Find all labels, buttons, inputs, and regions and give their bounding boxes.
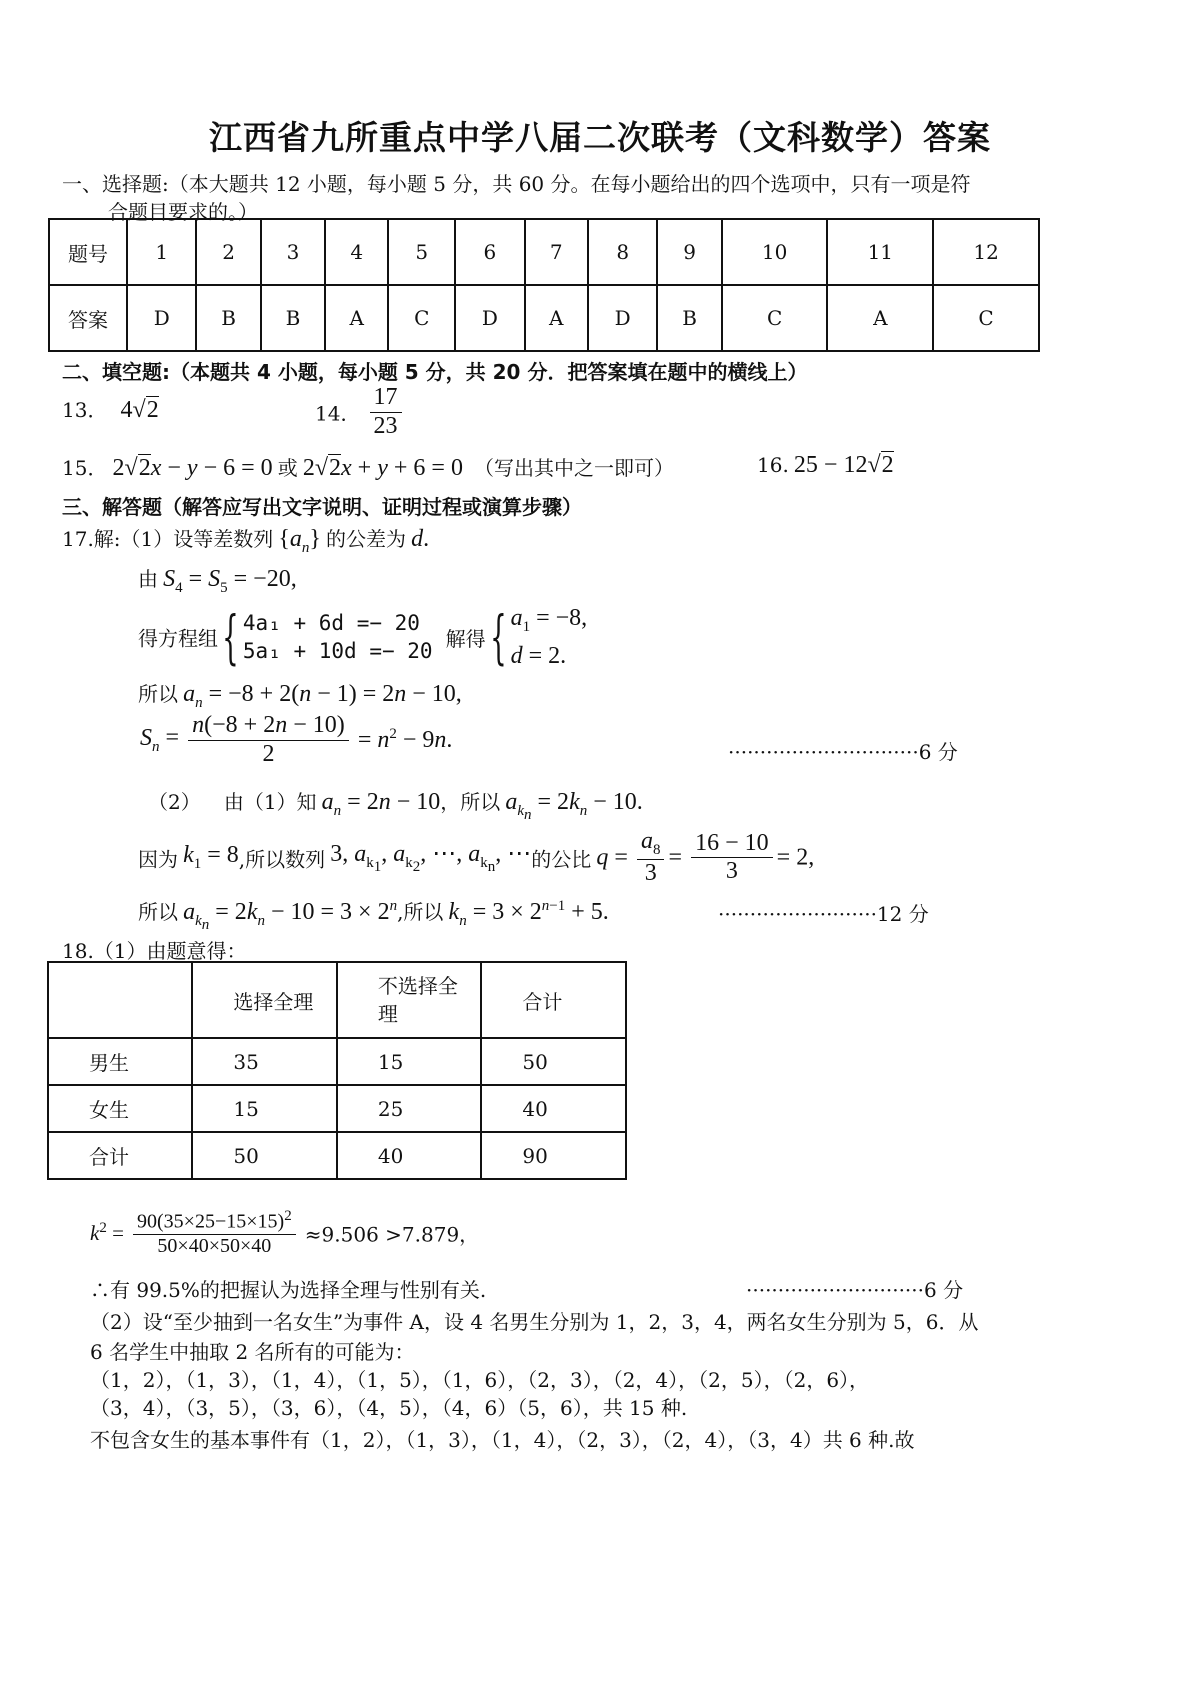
table-row: [48, 1132, 626, 1179]
k2-denominator: 50×40×50×40: [157, 1234, 272, 1257]
table-cell: 40: [481, 1085, 626, 1132]
table-cell: 11: [827, 219, 933, 285]
q17-score-2: ·························12 分: [718, 902, 929, 926]
q17-intro-text: 17.解:（1）设等差数列: [62, 527, 274, 551]
q15-answer: 15． 2√2x − y − 6 = 0 或 2√2x + y + 6 = 0 （写出其中之一即可）: [62, 455, 675, 481]
q17-ratio: 因为 $k_1 = 8$,所以数列 3, $a_{k_1}$, $a_{k_2}$, ⋯, $a_{k_n}$, ⋯的公比 q = $\frac{a_8}{3}$ = $\frac{16 - 10}{3}$ = 2,: [138, 828, 815, 887]
section3-heading: 三、解答题（解答应写出文字说明、证明过程或演算步骤）: [62, 495, 582, 519]
table-cell: 12: [933, 219, 1039, 285]
table-cell: A: [325, 285, 388, 351]
q13-coef: 4: [120, 397, 133, 423]
q16-answer: 16. 25 − 12√2: [757, 452, 894, 478]
section1-line1: 一、选择题:（本大题共 12 小题，每小题 5 分，共 60 分。在每小题给出的四个选项中，只有一项是符: [62, 172, 971, 196]
q18-part2-line4: （3，4），（3，5），（3，6），（4，5），（4，6）（5，6），共 15 种.: [90, 1396, 688, 1420]
q17-solve-label: 解得: [445, 626, 486, 651]
q17-final-so: 所以: [138, 900, 178, 924]
table-cell: 10: [722, 219, 828, 285]
q15-note: （写出其中之一即可）: [474, 456, 675, 480]
table-cell: 35: [192, 1038, 337, 1085]
q13-label: 13．: [62, 398, 108, 422]
q17-eq2: 5a₁ + 10d =− 20: [242, 639, 433, 664]
table-row: [48, 1085, 626, 1132]
q17-seq-text: ,所以数列: [238, 847, 326, 872]
table-cell: B: [261, 285, 325, 351]
q14-answer: [315, 384, 406, 440]
table-header-cell: 选择全理: [192, 962, 337, 1038]
q18-part2-line5: 不包含女生的基本事件有（1，2），（1，3），（1，4），（2，3），（2，4），（3，4）共 6 种.故: [90, 1428, 915, 1452]
q17-eq1: 4a₁ + 6d =− 20: [242, 610, 420, 635]
table-cell: 50: [192, 1132, 337, 1179]
section2-heading: 二、填空题:（本题共 4 小题，每小题 5 分，共 20 分．把答案填在题中的横线上）: [62, 360, 808, 384]
table-cell: 25: [337, 1085, 482, 1132]
table-cell: A: [525, 285, 588, 351]
q17-final-so2: ,所以: [397, 900, 444, 924]
page-title: 江西省九所重点中学八届二次联考（文科数学）答案: [209, 118, 991, 157]
q17-from-label: 由: [138, 567, 158, 591]
q14-fraction: [370, 384, 402, 440]
q16-value-b: 12: [843, 452, 868, 478]
table-cell: 合计: [48, 1132, 192, 1179]
q15-label: 15．: [62, 456, 108, 480]
q17-ratio-text: 的公比: [531, 847, 592, 872]
table-header-cell: 合计: [481, 962, 626, 1038]
table-cell: C: [933, 285, 1039, 351]
table-cell: 9: [657, 219, 721, 285]
q18-part2-line3: （1，2），（1，3），（1，4），（1，5），（1，6），（2，3），（2，4），（2，5），（2，6），: [90, 1368, 870, 1392]
k2-formula: $k^2$ = $\frac{90(35\times 25-15\times 15)^2}{50\times 40\times 50\times 40}$ ≈9.506 >7.879，: [90, 1208, 480, 1257]
table-cell: 15: [192, 1085, 337, 1132]
table-row: [49, 219, 1039, 285]
q18-part2-line1: （2）设“至少抽到一名女生”为事件 A，设 4 名男生分别为 1，2，3，4，两名女生分别为 5，6．从: [90, 1310, 979, 1334]
q17-intro-tail: 的公差为: [326, 527, 407, 551]
q17-part2-label: （2）: [148, 790, 201, 814]
table-cell: 男生: [48, 1038, 192, 1085]
q17-score-1: ······························6 分: [728, 740, 958, 764]
q18-intro: 18.（1）由题意得：: [62, 939, 247, 963]
table-header-cell: 题号: [49, 219, 127, 285]
table-header-cell: 不选择全 理: [337, 962, 482, 1038]
table-cell: B: [196, 285, 260, 351]
table-cell: 50: [481, 1038, 626, 1085]
table-cell: 15: [337, 1038, 482, 1085]
q16-label: 16.: [757, 453, 789, 477]
table-cell: 6: [455, 219, 524, 285]
q17-because: 因为: [138, 847, 178, 872]
q17-system-label: 得方程组: [138, 626, 218, 651]
q17-intro: 17.解:（1）设等差数列 $\{a_n\}$ 的公差为 d.: [62, 526, 430, 556]
table-cell: 40: [337, 1132, 482, 1179]
section1-line2: 合题目要求的。）: [108, 200, 258, 224]
q14-label: 14．: [315, 401, 361, 426]
q17-system: 得方程组{ 4a₁ + 6d =− 20 5a₁ + 10d =− 20 解得{ $a_1 = -8$, d = 2.: [138, 603, 588, 672]
q13-answer: 13． 4√2: [62, 397, 159, 423]
k2-result: ≈9.506 >7.879，: [304, 1222, 480, 1247]
table-row: [48, 962, 626, 1038]
table-cell: 8: [588, 219, 657, 285]
table-cell: D: [455, 285, 524, 351]
table-cell: C: [722, 285, 828, 351]
q18-score: ····························6 分: [746, 1278, 964, 1302]
q17-part2-so: ，所以: [440, 790, 501, 814]
answer-table: [48, 218, 1040, 352]
q17-part2: （2） 由（1）知 $a_n = 2n - 10$，所以 $a_{k_n} = 2k_n - 10$.: [148, 789, 643, 823]
table-cell: C: [388, 285, 455, 351]
table-cell: 3: [261, 219, 325, 285]
q17-an: 所以 $a_n = -8 + 2(n - 1) = 2n - 10$,: [138, 681, 462, 711]
table-cell: 女生: [48, 1085, 192, 1132]
q18-part2-line2: 6 名学生中抽取 2 名所有的可能为：: [90, 1340, 415, 1364]
q14-denominator: 23: [373, 412, 398, 439]
contingency-table: [47, 961, 627, 1180]
table-header-cell: [48, 962, 192, 1038]
q17-given: 由 $S_4 = S_5 = -20$,: [138, 566, 297, 596]
table-cell: D: [127, 285, 196, 351]
q18-conclusion: ∴有 99.5%的把握认为选择全理与性别有关.: [90, 1278, 487, 1302]
table-cell: B: [657, 285, 721, 351]
q15-or: 或: [277, 456, 298, 480]
q17-so-label: 所以: [138, 682, 178, 706]
table-cell: 5: [388, 219, 455, 285]
k2-numerator: 90(35×25−15×15): [137, 1210, 285, 1233]
table-row: [49, 285, 1039, 351]
table-cell: 7: [525, 219, 588, 285]
table-cell: 90: [481, 1132, 626, 1179]
q17-sn: $S_n$ = $\frac{n(-8 + 2n - 10)}{2}$ = $n^2 - 9n$.: [140, 712, 453, 767]
table-cell: D: [588, 285, 657, 351]
table-cell: 1: [127, 219, 196, 285]
q16-radicand: 2: [881, 452, 894, 478]
q17-part2-text: 由（1）知: [223, 790, 317, 814]
q13-radicand: 2: [146, 397, 159, 423]
q16-value-a: 25: [793, 452, 818, 478]
q17-final: 所以 $a_{k_n} = 2k_n - 10 = 3 \times 2^n$,所以 $k_n = 3 \times 2^{n-1} + 5$.: [138, 898, 609, 933]
table-row: [48, 1038, 626, 1085]
q14-numerator: 17: [370, 384, 402, 413]
table-cell: A: [827, 285, 933, 351]
table-cell: 4: [325, 219, 388, 285]
table-header-cell: 答案: [49, 285, 127, 351]
table-cell: 2: [196, 219, 260, 285]
